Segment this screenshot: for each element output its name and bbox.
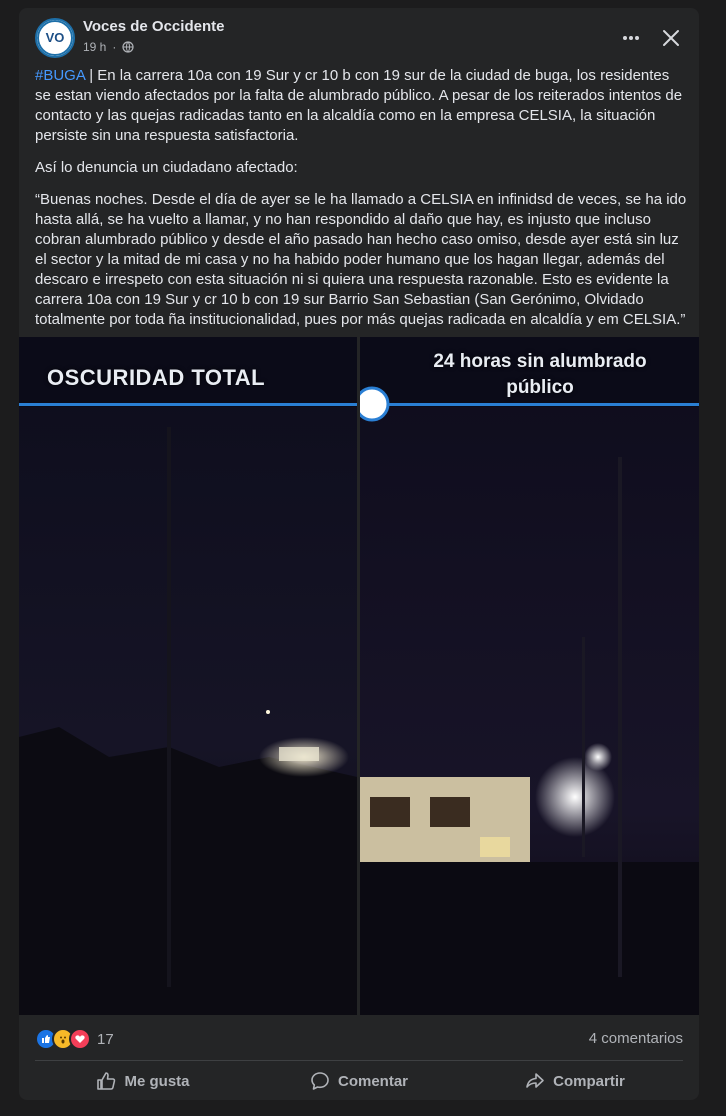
post-meta (83, 40, 134, 54)
avatar-text: VO (45, 30, 65, 45)
avatar[interactable] (35, 18, 75, 58)
comment-label: Comentar (337, 1072, 408, 1090)
post-header (35, 18, 685, 58)
hashtag-link[interactable]: #BUGA (35, 67, 86, 84)
share-button[interactable] (467, 1064, 683, 1098)
post-text (35, 66, 687, 342)
post-card (19, 8, 699, 1100)
photo-building-night[interactable] (360, 337, 699, 1015)
comment-icon (310, 1071, 330, 1091)
page-logo-icon (37, 20, 73, 56)
post-paragraph-3: “Buenas noches. Desde el día de ayer se le ha llamado a CELSIA en infinidsd de veces, se ha ido hasta allá, se ha vuelto a llamar, y no han respondido al daño que hay, es injusto que incluso cobran alumbrado público y desde el año pasado han hecho caso omiso, desde ayer está sin luz el sector y la mitad de mi casa y no ha habido poder humano que los hagan llegar, además del descaro e irrespeto con esta situación ni si quiera una respuesta razonable. Esto es evidente la carrera 10a con 19 Sur y cr 10 b con 19 sur Barrio San Sebastian (San Gerónimo, Olvidado totalmente por toda ña institucionalidad, pues por más quejas radicada en alcaldía y em CELSIA.” (35, 191, 687, 328)
photo-left-image (19, 337, 357, 1015)
comment-button[interactable] (251, 1064, 467, 1098)
action-divider (35, 1060, 683, 1061)
photo-right-image (360, 337, 699, 1015)
post-paragraph-1 (35, 66, 687, 146)
meta-separator: · (112, 40, 117, 54)
post-paragraph-2: Así lo denuncia un ciudadano afectado: (35, 159, 298, 176)
share-icon (525, 1071, 545, 1091)
reaction-count: 17 (97, 1030, 114, 1048)
like-button[interactable] (35, 1064, 251, 1098)
comments-count[interactable]: 4 comentarios (588, 1030, 683, 1047)
thumbs-up-icon (96, 1071, 116, 1091)
close-icon (662, 29, 680, 47)
action-bar (35, 1064, 683, 1098)
close-button[interactable] (657, 24, 685, 52)
ellipsis-icon (622, 35, 640, 41)
paragraph-1-text: | En la carrera 10a con 19 Sur y cr 10 b con 19 sur de la ciudad de buga, los residentes se estan viendo afectados por la falta de alumbrado público. A pesar de los reiterados intentos de contacto y las quejas radicadas tanto en la alcaldía como en la empresa CELSIA, la situación persiste sin una respuesta satisfactoria. (35, 67, 683, 144)
page-name[interactable]: Voces de Occidente (83, 18, 225, 35)
photo-dark-street[interactable] (19, 337, 357, 1015)
photo-left-caption: OSCURIDAD TOTAL (47, 365, 266, 390)
post-time[interactable]: 19 h (83, 40, 107, 54)
love-icon (69, 1028, 91, 1050)
photo-right-caption: 24 horas sin alumbrado público (433, 351, 647, 398)
globe-icon (122, 41, 134, 53)
more-options-button[interactable] (617, 24, 645, 52)
like-label: Me gusta (124, 1072, 190, 1090)
reaction-summary[interactable] (35, 1028, 114, 1050)
photo-gallery (19, 337, 699, 1015)
share-label: Compartir (553, 1072, 625, 1090)
